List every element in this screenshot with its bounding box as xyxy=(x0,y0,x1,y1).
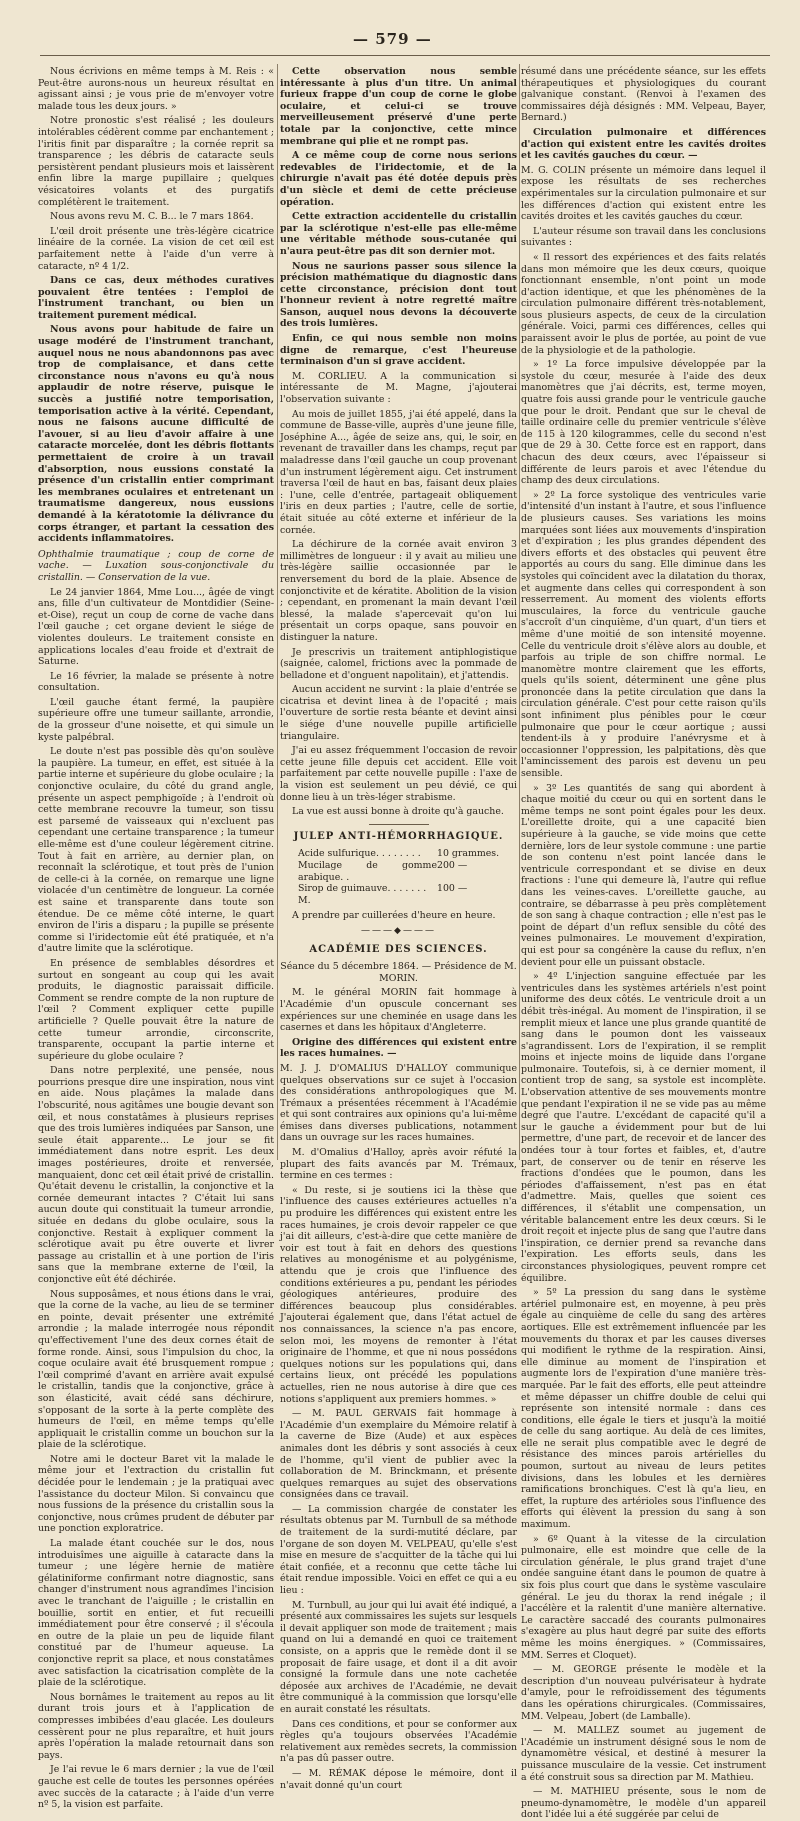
paragraph: Nous ne saurions passer sous silence la précision mathématique du diagnostic dans cette circonstance, précision dont tout l'honneur revient à notre regretté maître Sanson, auquel nous devons la découverte des trois lumières. xyxy=(280,260,517,330)
paragraph: « Du reste, si je soutiens ici la thèse que l'influence des causes extérieures actuelles n'a pu produire les différences qui existent entre les races humaines, je crois devoir rappeler ce que j'ai dit ailleurs, c'est-à-dire que cette manière de voir est tout à fait en dehors des questions relatives au monogénisme et au polygénisme, attendu que je crois que l'influence des conditions extérieures a pu, pendant les périodes géologiques antérieures, produire des différences beaucoup plus considérables. J'ajouterai également que, dans l'état actuel de nos connaissances, la science n'a pas encore, selon moi, les moyens de remonter à l'état originaire de l'homme, et que ni nous possédons quelques notions sur les populations qui, dans certains lieux, ont précédé les populations actuelles, rien ne nous autorise à dire que ces notions s'appliquent aux premiers hommes. » xyxy=(280,1184,517,1405)
recipe-amount: 200 — xyxy=(437,860,468,871)
paragraph: L'œil droit présente une très-légère cicatrice linéaire de la cornée. La vision de cet œil est parfaitement nette à l'aide d'un verre à cataracte, nº 4 1/2. xyxy=(38,225,274,272)
section-rule xyxy=(369,824,429,825)
recipe-amount xyxy=(437,895,507,907)
paragraph: A ce même coup de corne nous serions redevables de l'iridectomie, et de la chirurgie n'avait pas été dotée depuis près d'un siècle et demi de cette précieuse opération. xyxy=(280,150,517,208)
recipe-row xyxy=(298,895,517,907)
paragraph: Aucun accident ne survint : la plaie d'entrée se cicatrisa et devint linea à de l'opacité ; mais l'ouverture de sortie resta béante et devint ainsi le siége d'une nouvelle pupille artificielle triangulaire. xyxy=(280,684,517,742)
paragraph: J'ai eu assez fréquemment l'occasion de revoir cette jeune fille depuis cet accident. Elle voit parfaitement par cette nouvelle pupille : l'axe de la vision est seulement un peu dévié, ce qui donne lieu à un très-léger strabisme. xyxy=(280,745,517,803)
paragraph: Cette observation nous semble intéressante à plus d'un titre. Un animal furieux frappe d'un coup de corne le globe oculaire, et celui-ci se trouve merveilleusement préservé d'une perte totale par la conjonctive, cette mince membrane qui plie et ne rompt pas. xyxy=(280,66,517,147)
section-title: ACADÉMIE DES SCIENCES. xyxy=(309,943,488,955)
paragraph: L'œil gauche étant fermé, la paupière supérieure offre une tumeur saillante, arrondie, de la grosseur d'une noisette, et qui simule un kyste palpébral. xyxy=(38,696,274,743)
page-header xyxy=(0,22,800,52)
paragraph: A prendre par cuillerées d'heure en heure. xyxy=(292,910,496,922)
column-divider xyxy=(277,64,278,1160)
paragraph: L'auteur résume son travail dans les conclusions suivantes : xyxy=(521,225,766,249)
paragraph: — M. GEORGE présente le modèle et la description d'un nouveau pulvérisateur à hydrate d'amyle, pour le refroidissement des téguments dans les opérations chirurgicales. (Commissaires, MM. Velpeau, Jobert (de Lamballe). xyxy=(521,1664,766,1722)
recipe-ingredient: Acide sulfurique. . . . . . . . xyxy=(298,848,421,860)
case-heading: Ophthalmie traumatique ; coup de corne de vache. — Luxation sous-conjonctivale du cristallin. — Conservation de la vue. xyxy=(38,548,274,583)
paragraph: Je prescrivis un traitement antiphlogistique (saignée, calomel, frictions avec la pommade de belladone et d'onguent napolitain), et j'attendis. xyxy=(280,646,517,681)
recipe-ingredient: Mucilage de gomme arabique. . xyxy=(298,860,437,883)
column-right xyxy=(521,66,766,1821)
paragraph: Au mois de juillet 1855, j'ai été appelé, dans la commune de Basse-ville, auprès d'une jeune fille, Joséphine A..., âgée de seize ans, qui, le soir, en revenant de travailler dans les champs, reçut par maladresse dans l'œil gauche un coup provenant d'un instrument légèrement aigu. Cet instrument traversa l'œil de haut en bas, faisant deux plaies : l'une, celle d'entrée, partageait obliquement l'iris en deux parties ; l'autre, celle de sortie, était située au côté externe et inférieur de la cornée. xyxy=(280,408,517,536)
paragraph: » 4º L'injection sanguine effectuée par les ventricules dans les systèmes artériels n'est point uniforme des deux côtés. Le ventricule droit a un débit très-inégal. Au moment de l'inspiration, il se remplit mieux et lance une plus grande quantité de sang dans le poumon dont les vaisseaux s'agrandissent. Lors de l'expiration, il se remplit moins et injecte moins de liquide dans l'organe pulmonaire. Toutefois, si, à ce dernier moment, il contient trop de sang, sa systole est incomplète. L'observation attentive de ses mouvements montre que pendant l'expiration il ne se vide pas au même degré que l'autre. L'excédant de capacité qu'il a sur le gauche a évidemment pour but de lui permettre, d'une part, de recevoir et de lancer des ondées tour à tour fortes et faibles, et, d'autre part, de conserver ou de tenir en réserve les fractions d'ondées que le poumon, dans les périodes d'affaissement, n'est pas en état d'admettre. Mais, quelles que soient ces différences, il s'établit une compensation, un véritable balancement entre les deux cœurs. Si le droit reçoit et injecte plus de sang que l'autre dans l'inspiration, ce dernier prend sa revanche dans l'expiration. Les efforts seuls, dans les circonstances physiologiques, peuvent rompre cet équilibre. xyxy=(521,971,766,1284)
paragraph: Nous avons pour habitude de faire un usage modéré de l'instrument tranchant, auquel nous ne nous abandonnons pas avec trop de complaisance, et dans cette circonstance nous n'avons eu qu'à nous applaudir de notre réserve, puisque le succès a justifié notre temporisation, temporisation active à la vérité. Cependant, nous ne faisons aucune difficulté de l'avouer, si au lieu d'avoir affaire à une cataracte morcelée, dont les débris flottants permettaient de croire à un travail d'absorption, nous eussions constaté la présence d'un cristallin entier comprimant les membranes oculaires et entretenant un traumatisme dangereux, nous eussions demandé à la kératotomie la délivrance du corps étranger, et partant la cessation des accidents inflammatoires. xyxy=(38,324,274,545)
paragraph: Notre ami le docteur Baret vit la malade le même jour et l'extraction du cristallin fut décidée pour le lendemain ; je la pratiquai avec l'assistance du docteur Milon. Si convaincu que nous fussions de la présence du cristallin sous la conjonctive, nous crûmes prudent de débuter par une ponction exploratrice. xyxy=(38,1453,274,1535)
paragraph: M. G. COLIN présente un mémoire dans lequel il expose les résultats de ses recherches expérimentales sur la circulation pulmonaire et sur les différences d'action qui existent entre les cavités droites et les cavités gauches du cœur. xyxy=(521,164,766,223)
recipe-row xyxy=(298,883,517,895)
paragraph: » 6º Quant à la vitesse de la circulation pulmonaire, elle est moindre que celle de la circulation générale, le plus grand trajet d'une ondée sanguine étant dans le poumon de quatre à six fois plus court que dans le système vasculaire général. Le jeu du thorax la rend inégale ; il l'accélère et la ralentit d'une manière alternative. Le caractère saccadé des courants pulmonaires s'exagère au plus haut degré par suite des efforts même les moins énergiques. » (Commissaires, MM. Serres et Cloquet). xyxy=(521,1533,766,1661)
paragraph: résumé dans une précédente séance, sur les effets thérapeutiques et physiologiques du courant galvanique constant. (Renvoi à l'examen des commissaires déjà désignés : MM. Velpeau, Bayer, Bernard.) xyxy=(521,66,766,124)
paragraph: La malade étant couchée sur le dos, nous introduisîmes une aiguille à cataracte dans la tumeur ; une légère hernie de matière gélatiniforme confirmant notre diagnostic, sans changer d'instrument nous agrandîmes l'incision avec le tranchant de l'aiguille ; le cristallin en bouillie, sortit en entier, et fut recueilli immédiatement pour être conservé ; il s'écoula en outre de la plaie un peu de liquide filant constitué par de l'humeur aqueuse. La conjonctive reprit sa place, et nous constatâmes avec satisfaction la cicatrisation complète de la plaie de la sclérotique. xyxy=(38,1538,274,1689)
column-divider xyxy=(519,64,520,1160)
recipe-amount: 10 grammes. xyxy=(437,848,500,860)
paragraph: M. Turnbull, au jour qui lui avait été indiqué, a présenté aux commissaires les sujets sur lesquels il devait appliquer son mode de traitement ; mais quand on lui a demandé en quoi ce traitement consiste, on a appris que le remède dont il se proposait de faire usage, et dont il a dit avoir consigné la formule dans une note cachetée déposée aux archives de l'Académie, ne devait être communiqué à la commission que lorsqu'elle en aurait constaté les résultats. xyxy=(280,1599,517,1715)
paragraph: — M. MALLEZ soumet au jugement de l'Académie un instrument désigné sous le nom de dynamomètre vésical, et destiné à mesurer la puissance musculaire de la vessie. Cet instrument a été construit sous sa direction par M. Mathieu. xyxy=(521,1725,766,1783)
paragraph: Enfin, ce qui nous semble non moins digne de remarque, c'est l'heureuse terminaison d'un si grave accident. xyxy=(280,333,517,368)
paragraph: Nous bornâmes le traitement au repos au lit durant trois jours et à l'application de compresses imbibées d'eau glacée. Les douleurs cessèrent pour ne plus reparaître, et huit jours après l'opération la malade retournait dans son pays. xyxy=(38,1691,274,1761)
paragraph: La déchirure de la cornée avait environ 3 millimètres de longueur : il y avait au milieu une très-légère saillie occasionnée par le renversement du bord de la plaie. Absence de conjonctivite et de kératite. Abolition de la vision ; cependant, en promenant la main devant l'œil blessé, la malade s'apercevait qu'on lui présentait un corps opaque, sans pouvoir en distinguer la nature. xyxy=(280,539,517,643)
paragraph: Nous supposâmes, et nous étions dans le vrai, que la corne de la vache, au lieu de se terminer en pointe, devait présenter une extrémité arrondie ; la malade interrogée nous répondit qu'effectivement l'une des deux cornes était de forme ronde. Ainsi, sous l'impulsion du choc, la coque oculaire avait été brusquement rompue ; l'œil comprimé d'avant en arrière avait expulsé le cristallin, tandis que la conjonctive, grâce à son élasticité, avait cédé sans déchirure, s'opposant de la sorte à la perte complète des humeurs de l'œil, en même temps qu'elle appliquait le cristallin comme un bouchon sur la plaie de la sclérotique. xyxy=(38,1288,274,1451)
paragraph: Nous avons revu M. C. B... le 7 mars 1864. xyxy=(50,211,254,223)
paragraph: Le 24 janvier 1864, Mme Lou..., âgée de vingt ans, fille d'un cultivateur de Montdidier (Seine-et-Oise), reçut un coup de corne de vache dans l'œil gauche ; cet organe devient le siége de violentes douleurs. Le traitement consiste en applications locales d'eau froide et d'extrait de Saturne. xyxy=(38,586,274,668)
paragraph: La vue est aussi bonne à droite qu'à gauche. xyxy=(292,806,504,818)
paragraph: » 1º La force impulsive développée par la systole du cœur, mesurée à l'aide des deux manomètres que j'ai décrits, est, terme moyen, quatre fois aussi grande pour le ventricule gauche que pour le droit. Pendant que sur le cheval de taille ordinaire celle du premier ventricule s'élève de 115 à 120 kilogrammes, celle du second n'est que de 29 à 30. Cette force est en rapport, dans chacun des deux cœurs, avec l'épaisseur si différente de leurs parois et avec l'étendue du champ des deux circulations. xyxy=(521,359,766,487)
paragraph: « Il ressort des expériences et des faits relatés dans mon mémoire que les deux cœurs, quoique fonctionnant ensemble, n'ont point un mode d'action identique, et que les phénomènes de la circulation pulmonaire différent très-notablement, sous plusieurs aspects, de ceux de la circulation générale. Voici, parmi ces différences, celles qui paraissent avoir le plus de portée, au point de vue de la physiologie et de la pathologie. xyxy=(521,251,766,356)
recipe-row xyxy=(298,860,517,883)
paragraph: — M. PAUL GERVAIS fait hommage à l'Académie d'un exemplaire du Mémoire relatif à la caverne de Bize (Aude) et aux espèces animales dont les débris y sont associés à ceux de l'homme, qu'il vient de publier avec la collaboration de M. Brinckmann, et présente quelques remarques au sujet des observations consignées dans ce travail. xyxy=(280,1408,517,1501)
recipe-ingredient: Sirop de guimauve. . . . . . . xyxy=(298,883,427,895)
paragraph: En présence de semblables désordres et surtout en songeant au coup qui les avait produits, le diagnostic paraissait difficile. Comment se rendre compte de la non rupture de l'œil ? Comment expliquer cette pupille artificielle ? Quelle pouvait être la nature de cette tumeur arrondie, circonscrite, transparente, occupant la partie interne et supérieure du globe oculaire ? xyxy=(38,957,274,1062)
paragraph: Dans notre perplexité, une pensée, nous pourrions presque dire une inspiration, nous vint en aide. Nous plaçâmes la malade dans l'obscurité, nous agitâmes une bougie devant son œil, et nous constatâmes à plusieurs reprises que des trois lumières indiquées par Sanson, une seule était apparente... Le jour se fit immédiatement dans notre esprit. Les deux images postérieures, droite et renversée, manquaient, donc cet œil était privé de cristallin. Qu'était devenu le cristallin, la conjonctive et la cornée demeurant intactes ? C'était lui sans aucun doute qui constituait la tumeur arrondie, située en dedans du globe oculaire, sous la conjonctive. Restait à expliquer comment la sclérotique avait pu être ouverte et livrer passage au cristallin et à une portion de l'iris sans que la membrane externe de l'œil, la conjonctive eût été déchirée. xyxy=(38,1065,274,1285)
header-rule xyxy=(40,55,770,56)
paragraph: Dans ce cas, deux méthodes curatives pouvaient être tentées : l'emploi de l'instrument tranchant, ou bien un traitement purement médical. xyxy=(38,275,274,321)
recipe-list xyxy=(298,848,517,906)
paragraph: — La commission chargée de constater les résultats obtenus par M. Turnbull de sa méthode de traitement de la surdi-mutité déclare, par l'organe de son doyen M. VELPEAU, qu'elle s'est mise en mesure de s'acquitter de la tâche qui lui était confiée, et a reconnu que cette tâche lui était rendue impossible. Voici en effet ce qui a eu lieu : xyxy=(280,1503,517,1597)
paragraph: Notre pronostic s'est réalisé ; les douleurs intolérables cédèrent comme par enchantement ; l'iritis finit par disparaître ; la cornée reprit sa transparence ; les débris de cataracte seuls persistèrent pendant plusieurs mois et laissèrent enfin libre la marge pupillaire ; quelques vésicatoires volants et des purgatifs complétèrent le traitement. xyxy=(38,115,274,208)
ornament-divider: ———◆——— xyxy=(361,925,436,936)
column-left xyxy=(38,66,274,1811)
subsection-heading: Origine des différences qui existent entre les races humaines. — xyxy=(280,1036,517,1060)
paragraph: » 3º Les quantités de sang qui abordent à chaque moitié du cœur ou qui en sortent dans le même temps ne sont point égales pour les deux. L'oreillette droite, qui a une capacité bien supérieure à la gauche, se vide moins que cette dernière, lors de leur systole commune : une partie de son contenu n'est point lancée dans le ventricule correspondant et se divise en deux fractions : l'une qui demeure là, l'autre qui reflue dans les veines-caves. L'oreillette gauche, au contraire, se débarrasse à peu près complètement de son sang à chaque contraction ; elle n'est pas le point de départ d'un reflux sensible du côté des veines pulmonaires. Le mouvement d'expiration, qui est pour sa congénère la cause du reflux, n'en devient pour elle un puissant obstacle. xyxy=(521,782,766,968)
paragraph: » 5º La pression du sang dans le système artériel pulmonaire est, en moyenne, à peu près égale au cinquième de celle du sang des artères aortiques. Elle est extrêmement influencée par les mouvements du thorax et par les causes diverses qui modifient le rythme de la respiration. Ainsi, elle diminue au moment de l'inspiration et augmente lors de l'expiration d'une manière très-marquée. Par le fait des efforts, elle peut atteindre et même dépasser un chiffre double de celui qui représente son intensité normale : dans ces conditions, elle égale le tiers et jusqu'à la moitié de celle du sang aortique. Au delà de ces limites, elle ne serait plus compatible avec le degré de résistance des minces parois artérielles du poumon, surtout au niveau de leurs petites divisions, dans les lobules et les dernières ramifications bronchiques. C'est là qu'a lieu, en effet, la rupture des artérioles sous l'influence des efforts qui élèvent la pression du sang à son maximum. xyxy=(521,1287,766,1531)
paragraph: Cette extraction accidentelle du cristallin par la sclérotique n'est-elle pas elle-même une véritable méthode sous-cutanée qui n'aura peut-être pas dit son dernier mot. xyxy=(280,211,517,257)
paragraph: M. le général MORIN fait hommage à l'Académie d'un opuscule concernant ses expériences sur une cheminée en usage dans les casernes et dans les hôpitaux d'Angleterre. xyxy=(280,987,517,1034)
subsection-heading: Circulation pulmonaire et différences d'action qui existent entre les cavités droites et les cavités gauches du cœur. — xyxy=(521,126,766,162)
paragraph: Nous écrivions en même temps à M. Reis : « Peut-être aurons-nous un heureux résultat en agissant ainsi ; je vous prie de m'envoyer votre malade tous les deux jours. » xyxy=(38,66,274,112)
paragraph: Le doute n'est pas possible dès qu'on soulève la paupière. La tumeur, en effet, est située à la partie interne et supérieure du globe oculaire ; la conjonctive oculaire, du côté du grand angle, présente un aspect pemphigoïde ; à l'endroit où cette membrane recouvre la tumeur, son tissu est parsemé de vaisseaux qui n'excluent pas cependant une certaine transparence ; la tumeur elle-même est d'une couleur légèrement citrine. Tout à fait en arrière, au dernier plan, on reconnaît la sclérotique, et tout près de l'union de celle-ci à la cornée, on remarque une ligne violacée d'un centimètre de longueur. La cornée est saine et transparente dans toute son étendue. De ce même côté interne, le quart environ de l'iris a disparu ; la pupille se présente comme si l'iridectomie eût été pratiquée, et n'a d'autre limite que la sclérotique. xyxy=(38,746,274,955)
page-number: — 579 — xyxy=(353,30,432,48)
paragraph: — M. RÉMAK dépose le mémoire, dont il n'avait donné qu'un court xyxy=(280,1767,517,1791)
paragraph: » 2º La force systolique des ventricules varie d'intensité d'un instant à l'autre, et sous l'influence de plusieurs causes. Ses variations les moins marquées sont liées aux mouvements d'inspiration et d'expiration ; les plus grandes dépendent des divers efforts et des obstacles qui peuvent être apportés au cours du sang. Elle diminue dans les systoles qui coïncident avec la dilatation du thorax, et augmente dans celles qui correspondent à son resserrement. Au moment des violents efforts musculaires, la force du ventricule gauche s'accroît d'un cinquième, d'un quart, d'un tiers et même d'une moitié de son intensité moyenne. Celle du ventricule droit s'élève alors au double, et parfois au triple de son chiffre normal. Le manomètre montre clairement que les efforts, quels qu'ils soient, déterminent une gêne plus prononcée dans la petite circulation que dans la circulation générale. C'est pour cette raison qu'ils sont infiniment plus pénibles pour le cœur pulmonaire que pour le cœur aortique ; aussi tendent-ils à y produire l'anévrysme et à occasionner l'oppression, les palpitations, dès que l'amincissement des parois est devenu un peu sensible. xyxy=(521,489,766,780)
recipe-title: JULEP ANTI-HÉMORRHAGIQUE. xyxy=(293,830,504,842)
column-middle xyxy=(280,66,517,1791)
paragraph: Le 16 février, la malade se présente à notre consultation. xyxy=(38,670,274,694)
session-line: Séance du 5 décembre 1864. — Présidence de M. MORIN. xyxy=(280,961,517,984)
paragraph: Dans ces conditions, et pour se conformer aux règles qu'a toujours observées l'Académie relativement aux remèdes secrets, la commission n'a pas dû passer outre. xyxy=(280,1718,517,1765)
paragraph: — M. MATHIEU présente, sous le nom de pneumo-dynamomètre, le modèle d'un appareil dont l'idée lui a été suggérée par celui de xyxy=(521,1786,766,1821)
recipe-row xyxy=(298,848,517,860)
recipe-amount: 100 — xyxy=(437,883,468,895)
paragraph: M. d'Omalius d'Halloy, après avoir réfuté la plupart des faits avancés par M. Trémaux, termine en ces termes : xyxy=(280,1147,517,1182)
paragraph: M. J. J. D'OMALIUS D'HALLOY communique quelques observations sur ce sujet à l'occasion des considérations anthropologiques que M. Trémaux a présentées récemment à l'Académie et qui sont contraires aux opinions qu'a lui-même émises dans diverses publications, notamment dans un ouvrage sur les races humaines. xyxy=(280,1062,517,1144)
recipe-ingredient: M. xyxy=(298,894,311,906)
paragraph: Je l'ai revue le 6 mars dernier ; la vue de l'œil gauche est celle de toutes les personnes opérées avec succès de la cataracte ; à l'aide d'un verre nº 5, la vision est parfaite. xyxy=(38,1764,274,1811)
paragraph: M. CORLIEU. A la communication si intéressante de M. Magne, j'ajouterai l'observation suivante : xyxy=(280,370,517,406)
